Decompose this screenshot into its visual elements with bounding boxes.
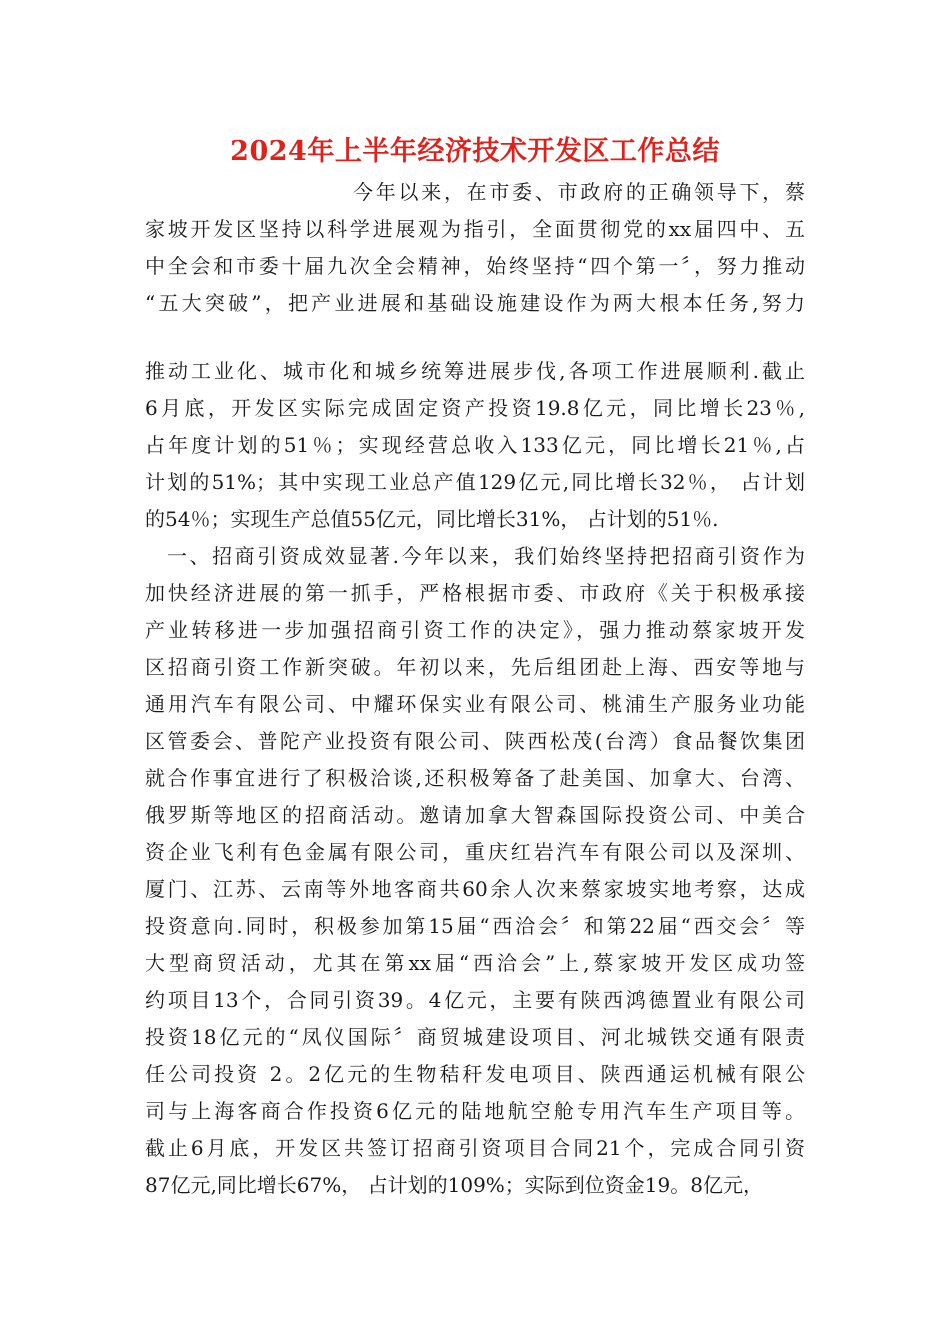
paragraph-line: 就合作事宜进行了积极洽谈,还积极筹备了赴美国、加拿大、台湾、 [145, 766, 805, 790]
paragraph-line: 家坡开发区坚持以科学进展观为指引，全面贯彻党的xx届四中、五 [145, 217, 805, 241]
paragraph-line: 计划的51%；其中实现工业总产值129亿元,同比增长32％， 占计划 [145, 470, 805, 494]
paragraph-line: 区招商引资工作新突破。年初以来，先后组团赴上海、西安等地与 [145, 655, 805, 679]
paragraph-line: 占年度计划的51％；实现经营总收入133亿元，同比增长21％,占 [145, 433, 805, 457]
paragraph-line: 中全会和市委十届九次全会精神，始终坚持“四个第一〞，努力推动 [145, 254, 805, 278]
paragraph-line: 投资意向.同时，积极参加第15届“西洽会〞和第22届“西交会〞等 [145, 914, 805, 938]
paragraph-line: 司与上海客商合作投资6亿元的陆地航空舱专用汽车生产项目等。 [145, 1099, 805, 1123]
paragraph-line: 大型商贸活动，尤其在第xx届“西洽会”上,蔡家坡开发区成功签 [145, 951, 805, 975]
paragraph-line: 区管委会、普陀产业投资有限公司、陕西松茂(台湾）食品餐饮集团 [145, 729, 805, 753]
paragraph-line: 87亿元,同比增长67%， 占计划的109%；实际到位资金19。8亿元， [145, 1173, 763, 1197]
paragraph-line: 任公司投资 2。2亿元的生物秸秆发电项目、陕西通运机械有限公 [145, 1062, 805, 1086]
paragraph-line: 一、招商引资成效显著.今年以来，我们始终坚持把招商引资作为 [167, 544, 805, 568]
paragraph-line: 俄罗斯等地区的招商活动。邀请加拿大智森国际投资公司、中美合 [145, 803, 805, 827]
paragraph-line: 6月底，开发区实际完成固定资产投资19.8亿元，同比增长23％, [145, 396, 805, 420]
paragraph-line: 产业转移进一步加强招商引资工作的决定》，强力推动蔡家坡开发 [145, 618, 805, 642]
paragraph-line: 加快经济进展的第一抓手，严格根据市委、市政府《关于积极承接 [145, 581, 805, 605]
paragraph-line: 截止6月底，开发区共签订招商引资项目合同21个，完成合同引资 [145, 1136, 805, 1160]
paragraph-line: 通用汽车有限公司、中耀环保实业有限公司、桃浦生产服务业功能 [145, 692, 805, 716]
paragraph-line: 今年以来，在市委、市政府的正确领导下，蔡 [353, 180, 805, 204]
paragraph-line: 厦门、江苏、云南等外地客商共60余人次来蔡家坡实地考察，达成 [145, 877, 805, 901]
paragraph-line: 投资18亿元的“凤仪国际〞商贸城建设项目、河北城铁交通有限责 [145, 1025, 805, 1049]
paragraph-line: “五大突破”，把产业进展和基础设施建设作为两大根本任务,努力 [145, 291, 805, 315]
paragraph-line: 资企业飞利有色金属有限公司，重庆红岩汽车有限公司以及深圳、 [145, 840, 805, 864]
document-title: 2024年上半年经济技术开发区工作总结 [230, 136, 720, 167]
paragraph-line: 约项目13个，合同引资39。4亿元，主要有陕西鸿德置业有限公司 [145, 988, 805, 1012]
paragraph-line: 的54％；实现生产总值55亿元，同比增长31%， 占计划的51％. [145, 507, 719, 531]
paragraph-line: 推动工业化、城市化和城乡统筹进展步伐,各项工作进展顺利.截止 [145, 359, 805, 383]
